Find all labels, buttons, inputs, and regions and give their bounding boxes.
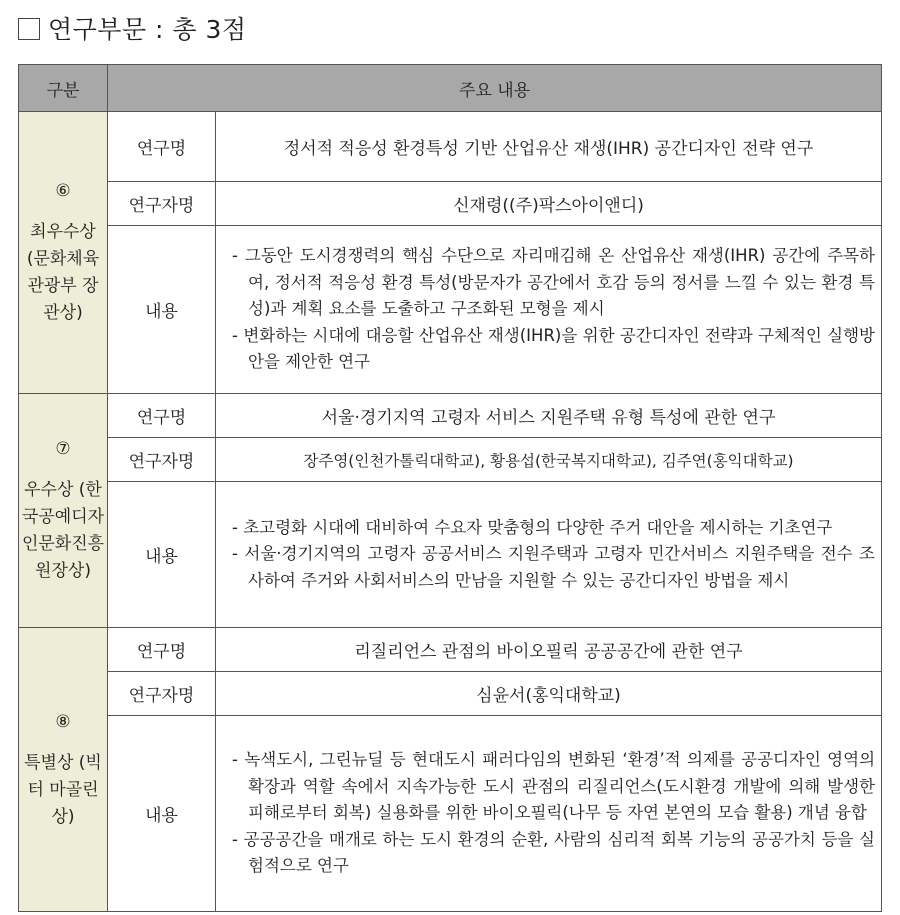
award-category xyxy=(19,112,108,394)
table-row xyxy=(19,716,882,912)
content-item: - 변화하는 시대에 대응할 산업유산 재생(IHR)을 위한 공간디자인 전략과 구체적인 실행방안을 제안한 연구 xyxy=(224,323,875,376)
label-content: 내용 xyxy=(108,482,216,628)
table-row xyxy=(19,182,882,226)
table-row xyxy=(19,628,882,672)
table-row xyxy=(19,226,882,394)
content-list xyxy=(216,716,882,912)
content-item: - 서울·경기지역의 고령자 공공서비스 지원주택과 고령자 민간서비스 지원주택을 전수 조사하여 주거와 사회서비스의 만남을 지원할 수 있는 공간디자인 방법을 제시 xyxy=(224,541,875,594)
content-list xyxy=(216,226,882,394)
checkbox-square-icon xyxy=(18,18,40,40)
table-row xyxy=(19,672,882,716)
authors: 심윤서(홍익대학교) xyxy=(216,672,882,716)
label-content: 내용 xyxy=(108,716,216,912)
study-title: 리질리언스 관점의 바이오필릭 공공공간에 관한 연구 xyxy=(216,628,882,672)
award-number: ⑧ xyxy=(55,711,71,732)
content-item: - 그동안 도시경쟁력의 핵심 수단으로 자리매김해 온 산업유산 재생(IHR) 공간에 주목하여, 정서적 적응성 환경 특성(방문자가 공간에서 호감 등의 정서를 느낄 수 있는 환경 특성)과 계획 요소를 도출하고 구조화된 모형을 제시 xyxy=(224,243,875,323)
label-study-title: 연구명 xyxy=(108,112,216,182)
header-category: 구분 xyxy=(19,65,108,112)
table-header-row xyxy=(19,65,882,112)
award-category xyxy=(19,628,108,912)
section-title xyxy=(18,10,247,46)
content-list xyxy=(216,482,882,628)
award-number: ⑦ xyxy=(55,439,71,459)
study-title: 정서적 적응성 환경특성 기반 산업유산 재생(IHR) 공간디자인 전략 연구 xyxy=(216,112,882,182)
content-item: - 공공공간을 매개로 하는 도시 환경의 순환, 사람의 심리적 회복 기능의 공공가치 등을 실험적으로 연구 xyxy=(224,827,875,880)
label-authors: 연구자명 xyxy=(108,672,216,716)
section-title-text: 연구부문 : 총 3점 xyxy=(48,15,247,44)
content-item: - 녹색도시, 그린뉴딜 등 현대도시 패러다임의 변화된 ‘환경’적 의제를 공공디자인 영역의 확장과 역할 속에서 지속가능한 도시 관점의 리질리언스(도시환경 개발에 의해 발생한 피해로부터 회복) 실용화를 위한 바이오필릭(나무 등 자연 본연의 모습 활용) 개념 융합 xyxy=(224,747,875,827)
table-row xyxy=(19,394,882,438)
content-item: - 초고령화 시대에 대비하여 수요자 맞춤형의 다양한 주거 대안을 제시하는 기초연구 xyxy=(224,515,875,542)
table-row xyxy=(19,482,882,628)
authors: 장주영(인천가톨릭대학교), 황용섭(한국복지대학교), 김주연(홍익대학교) xyxy=(216,438,882,482)
header-main-content: 주요 내용 xyxy=(108,65,882,112)
award-category xyxy=(19,394,108,628)
award-name: 특별상 (빅터 마골린상) xyxy=(24,752,102,827)
table-row xyxy=(19,112,882,182)
authors: 신재령((주)팍스아이앤디) xyxy=(216,182,882,226)
label-authors: 연구자명 xyxy=(108,182,216,226)
award-name: 최우수상 (문화체육관광부 장관상) xyxy=(26,222,100,323)
label-authors: 연구자명 xyxy=(108,438,216,482)
label-study-title: 연구명 xyxy=(108,394,216,438)
label-study-title: 연구명 xyxy=(108,628,216,672)
label-content: 내용 xyxy=(108,226,216,394)
research-award-table xyxy=(18,64,882,912)
study-title: 서울·경기지역 고령자 서비스 지원주택 유형 특성에 관한 연구 xyxy=(216,394,882,438)
table-row xyxy=(19,438,882,482)
award-number: ⑥ xyxy=(55,181,71,201)
award-name: 우수상 (한국공예디자인문화진흥원장상) xyxy=(21,480,105,581)
